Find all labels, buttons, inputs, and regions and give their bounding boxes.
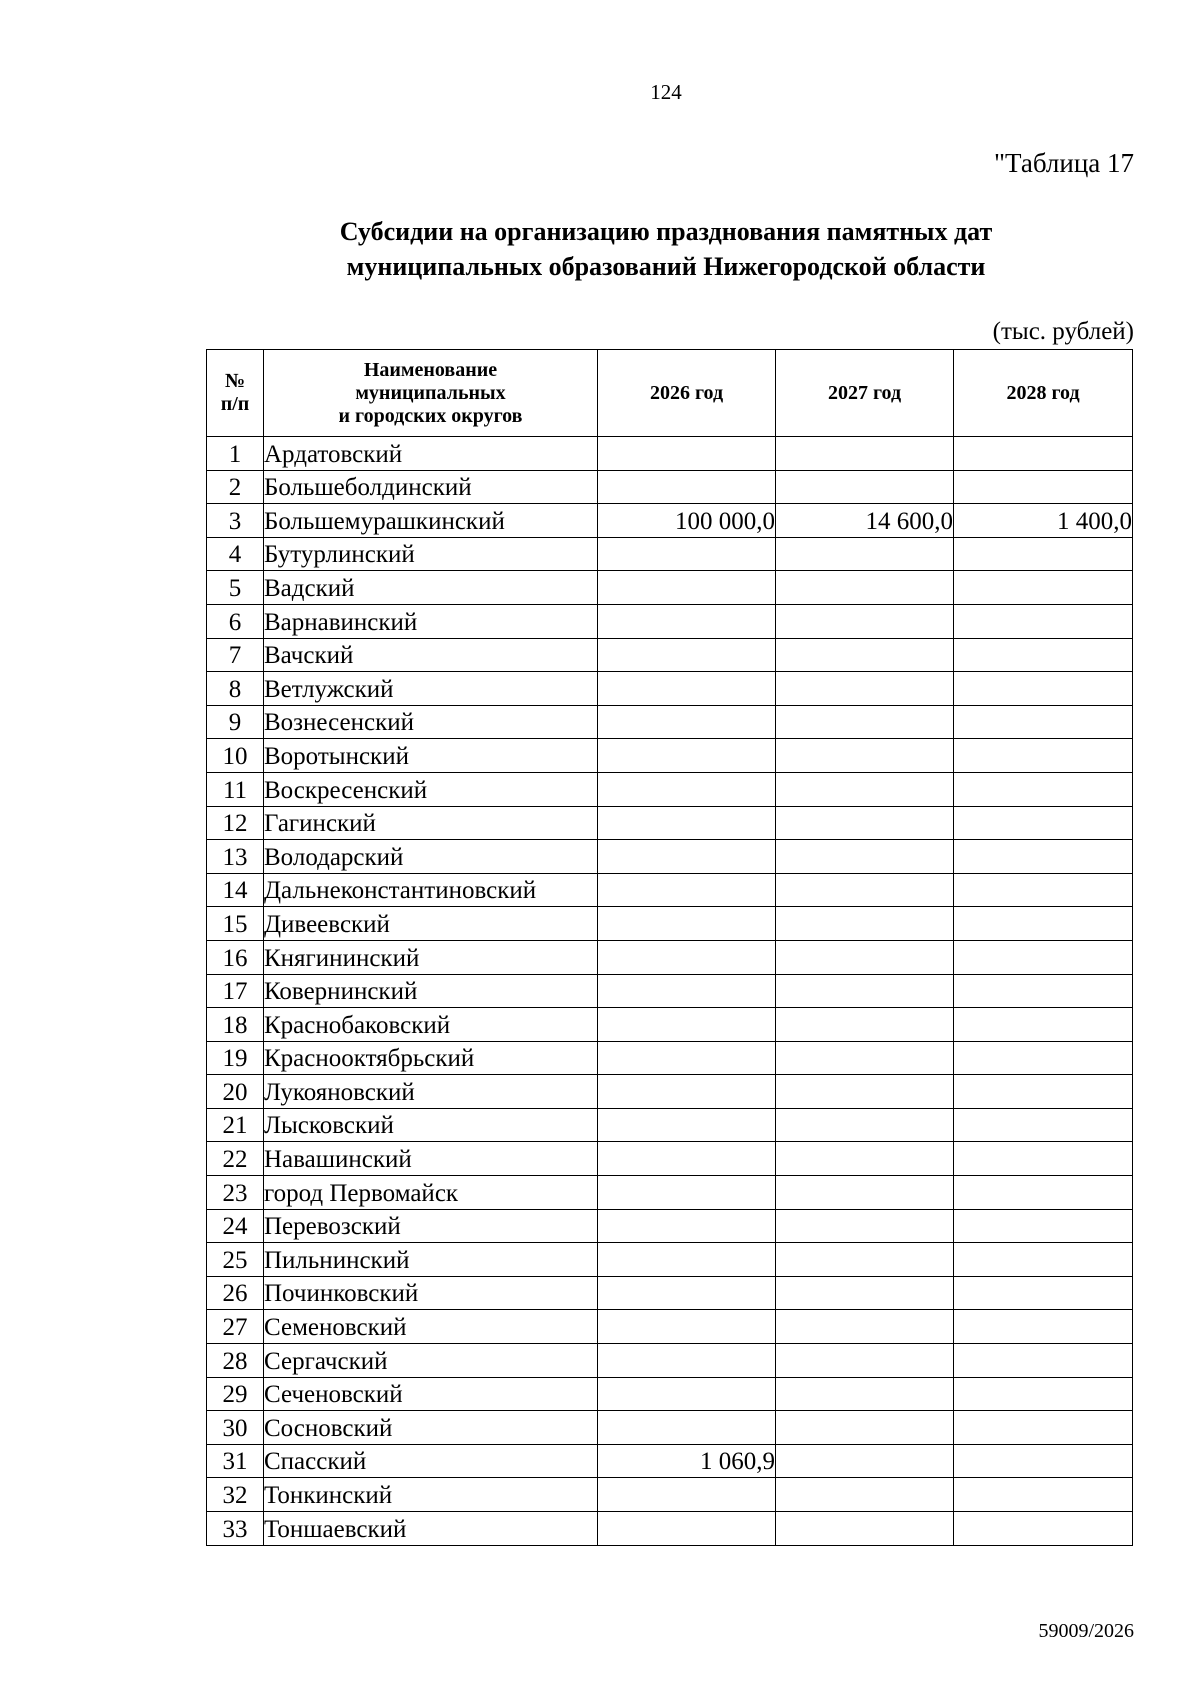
title-line-2: муниципальных образований Нижегородской области bbox=[346, 252, 986, 281]
row-number: 27 bbox=[207, 1310, 264, 1344]
row-number: 1 bbox=[207, 437, 264, 471]
row-value-2026 bbox=[598, 1310, 776, 1344]
row-value-2027 bbox=[776, 1478, 954, 1512]
header-2026: 2026 год bbox=[598, 350, 776, 437]
row-value-2027 bbox=[776, 1444, 954, 1478]
row-municipality-name: Гагинский bbox=[264, 806, 598, 840]
row-value-2027 bbox=[776, 1276, 954, 1310]
row-municipality-name: Семеновский bbox=[264, 1310, 598, 1344]
row-number: 33 bbox=[207, 1512, 264, 1546]
row-value-2026 bbox=[598, 974, 776, 1008]
row-value-2026 bbox=[598, 537, 776, 571]
row-value-2026 bbox=[598, 705, 776, 739]
row-municipality-name: Вознесенский bbox=[264, 705, 598, 739]
table-row bbox=[207, 739, 1133, 773]
row-number: 17 bbox=[207, 974, 264, 1008]
table-row bbox=[207, 1176, 1133, 1210]
row-value-2027 bbox=[776, 672, 954, 706]
row-value-2027 bbox=[776, 739, 954, 773]
row-number: 30 bbox=[207, 1411, 264, 1445]
row-number: 22 bbox=[207, 1142, 264, 1176]
table-row bbox=[207, 638, 1133, 672]
row-value-2026 bbox=[598, 1478, 776, 1512]
row-municipality-name: Спасский bbox=[264, 1444, 598, 1478]
table-row bbox=[207, 705, 1133, 739]
row-municipality-name: Княгининский bbox=[264, 940, 598, 974]
row-value-2028 bbox=[954, 437, 1133, 471]
header-2027: 2027 год bbox=[776, 350, 954, 437]
row-value-2027 bbox=[776, 1243, 954, 1277]
row-value-2028 bbox=[954, 1478, 1133, 1512]
row-value-2027 bbox=[776, 772, 954, 806]
row-value-2027 bbox=[776, 940, 954, 974]
row-value-2027 bbox=[776, 1344, 954, 1378]
row-municipality-name: Большеболдинский bbox=[264, 470, 598, 504]
header-number-line-1: № bbox=[224, 370, 246, 392]
row-value-2027 bbox=[776, 537, 954, 571]
table-row bbox=[207, 504, 1133, 538]
row-number: 10 bbox=[207, 739, 264, 773]
row-value-2028 bbox=[954, 1276, 1133, 1310]
row-municipality-name: Дивеевский bbox=[264, 907, 598, 941]
row-municipality-name: Дальнеконстантиновский bbox=[264, 873, 598, 907]
row-number: 24 bbox=[207, 1209, 264, 1243]
row-value-2028 bbox=[954, 705, 1133, 739]
row-value-2026 bbox=[598, 840, 776, 874]
row-value-2026 bbox=[598, 806, 776, 840]
row-municipality-name: Вадский bbox=[264, 571, 598, 605]
row-value-2026: 100 000,0 bbox=[598, 504, 776, 538]
row-value-2026 bbox=[598, 571, 776, 605]
row-number: 29 bbox=[207, 1377, 264, 1411]
row-municipality-name: Воротынский bbox=[264, 739, 598, 773]
row-value-2026 bbox=[598, 739, 776, 773]
row-value-2028 bbox=[954, 1411, 1133, 1445]
row-municipality-name: Воскресенский bbox=[264, 772, 598, 806]
row-municipality-name: Тоншаевский bbox=[264, 1512, 598, 1546]
row-value-2026 bbox=[598, 1411, 776, 1445]
row-value-2027 bbox=[776, 907, 954, 941]
table-row bbox=[207, 1008, 1133, 1042]
row-municipality-name: Большемурашкинский bbox=[264, 504, 598, 538]
row-number: 15 bbox=[207, 907, 264, 941]
row-number: 16 bbox=[207, 940, 264, 974]
row-value-2027 bbox=[776, 705, 954, 739]
row-municipality-name: Сергачский bbox=[264, 1344, 598, 1378]
row-value-2027 bbox=[776, 873, 954, 907]
table-row bbox=[207, 1243, 1133, 1277]
row-number: 8 bbox=[207, 672, 264, 706]
row-number: 23 bbox=[207, 1176, 264, 1210]
row-value-2028 bbox=[954, 1512, 1133, 1546]
row-value-2026 bbox=[598, 672, 776, 706]
row-number: 11 bbox=[207, 772, 264, 806]
row-value-2027 bbox=[776, 1310, 954, 1344]
row-value-2027 bbox=[776, 1075, 954, 1109]
row-municipality-name: Сеченовский bbox=[264, 1377, 598, 1411]
row-value-2028 bbox=[954, 1108, 1133, 1142]
table-row bbox=[207, 772, 1133, 806]
row-value-2028 bbox=[954, 1008, 1133, 1042]
row-value-2026 bbox=[598, 1344, 776, 1378]
row-number: 18 bbox=[207, 1008, 264, 1042]
table-row bbox=[207, 470, 1133, 504]
table-row bbox=[207, 1310, 1133, 1344]
row-municipality-name: Лысковский bbox=[264, 1108, 598, 1142]
row-value-2026 bbox=[598, 1512, 776, 1546]
row-number: 31 bbox=[207, 1444, 264, 1478]
row-number: 3 bbox=[207, 504, 264, 538]
document-title bbox=[0, 214, 1200, 284]
table-row bbox=[207, 1344, 1133, 1378]
row-value-2026 bbox=[598, 470, 776, 504]
row-value-2026 bbox=[598, 907, 776, 941]
row-value-2026 bbox=[598, 604, 776, 638]
row-value-2028: 1 400,0 bbox=[954, 504, 1133, 538]
row-value-2028 bbox=[954, 1209, 1133, 1243]
row-number: 14 bbox=[207, 873, 264, 907]
row-number: 13 bbox=[207, 840, 264, 874]
row-municipality-name: Сосновский bbox=[264, 1411, 598, 1445]
row-municipality-name: Краснобаковский bbox=[264, 1008, 598, 1042]
table-row bbox=[207, 604, 1133, 638]
page-number: 124 bbox=[650, 80, 682, 104]
row-value-2027 bbox=[776, 604, 954, 638]
row-municipality-name: Володарский bbox=[264, 840, 598, 874]
header-name bbox=[264, 350, 598, 437]
row-value-2028 bbox=[954, 806, 1133, 840]
row-number: 2 bbox=[207, 470, 264, 504]
row-value-2026 bbox=[598, 940, 776, 974]
header-2028: 2028 год bbox=[954, 350, 1133, 437]
row-number: 4 bbox=[207, 537, 264, 571]
row-value-2028 bbox=[954, 1444, 1133, 1478]
row-value-2028 bbox=[954, 604, 1133, 638]
row-number: 9 bbox=[207, 705, 264, 739]
table-row bbox=[207, 840, 1133, 874]
row-number: 32 bbox=[207, 1478, 264, 1512]
row-value-2026 bbox=[598, 1377, 776, 1411]
row-municipality-name: Пильнинский bbox=[264, 1243, 598, 1277]
row-value-2028 bbox=[954, 1142, 1133, 1176]
row-number: 28 bbox=[207, 1344, 264, 1378]
row-value-2026 bbox=[598, 1108, 776, 1142]
row-value-2026 bbox=[598, 1041, 776, 1075]
row-municipality-name: Тонкинский bbox=[264, 1478, 598, 1512]
row-municipality-name: Лукояновский bbox=[264, 1075, 598, 1109]
table-row bbox=[207, 806, 1133, 840]
table-row bbox=[207, 1411, 1133, 1445]
row-value-2028 bbox=[954, 571, 1133, 605]
row-number: 21 bbox=[207, 1108, 264, 1142]
row-value-2026 bbox=[598, 638, 776, 672]
table-row bbox=[207, 437, 1133, 471]
table-row bbox=[207, 1444, 1133, 1478]
table-row bbox=[207, 1142, 1133, 1176]
table-header-row bbox=[207, 350, 1133, 437]
row-value-2028 bbox=[954, 974, 1133, 1008]
row-value-2027 bbox=[776, 1377, 954, 1411]
table-row bbox=[207, 873, 1133, 907]
row-number: 6 bbox=[207, 604, 264, 638]
row-value-2028 bbox=[954, 672, 1133, 706]
row-value-2027 bbox=[776, 1041, 954, 1075]
table-label: "Таблица 17 bbox=[994, 148, 1134, 178]
table-row bbox=[207, 571, 1133, 605]
row-value-2027 bbox=[776, 1176, 954, 1210]
row-municipality-name: Ардатовский bbox=[264, 437, 598, 471]
row-value-2027 bbox=[776, 470, 954, 504]
row-value-2028 bbox=[954, 907, 1133, 941]
table-row bbox=[207, 1377, 1133, 1411]
row-value-2028 bbox=[954, 840, 1133, 874]
row-value-2026 bbox=[598, 1276, 776, 1310]
table-row bbox=[207, 1512, 1133, 1546]
row-value-2026 bbox=[598, 1008, 776, 1042]
row-value-2028 bbox=[954, 1344, 1133, 1378]
row-value-2027 bbox=[776, 806, 954, 840]
row-value-2027 bbox=[776, 1108, 954, 1142]
row-value-2027 bbox=[776, 1209, 954, 1243]
document-code: 59009/2026 bbox=[1038, 1620, 1134, 1642]
row-number: 7 bbox=[207, 638, 264, 672]
row-value-2028 bbox=[954, 1176, 1133, 1210]
subsidies-table bbox=[206, 349, 1133, 1546]
row-value-2028 bbox=[954, 873, 1133, 907]
row-value-2026 bbox=[598, 873, 776, 907]
table-row bbox=[207, 537, 1133, 571]
units-label: (тыс. рублей) bbox=[992, 318, 1134, 345]
row-value-2026 bbox=[598, 1075, 776, 1109]
row-value-2027 bbox=[776, 571, 954, 605]
table-row bbox=[207, 1478, 1133, 1512]
row-value-2028 bbox=[954, 1377, 1133, 1411]
row-number: 12 bbox=[207, 806, 264, 840]
row-municipality-name: Варнавинский bbox=[264, 604, 598, 638]
row-value-2027 bbox=[776, 1411, 954, 1445]
row-value-2028 bbox=[954, 537, 1133, 571]
row-value-2027 bbox=[776, 974, 954, 1008]
row-value-2026 bbox=[598, 1209, 776, 1243]
header-name-line-1: Наименование bbox=[363, 358, 498, 381]
row-value-2027 bbox=[776, 1008, 954, 1042]
row-municipality-name: Краснооктябрьский bbox=[264, 1041, 598, 1075]
table-row bbox=[207, 672, 1133, 706]
table-row bbox=[207, 1075, 1133, 1109]
table-row bbox=[207, 1276, 1133, 1310]
table-row bbox=[207, 940, 1133, 974]
row-value-2026 bbox=[598, 1243, 776, 1277]
row-municipality-name: Вачский bbox=[264, 638, 598, 672]
row-value-2028 bbox=[954, 739, 1133, 773]
table-row bbox=[207, 1041, 1133, 1075]
row-municipality-name: Ветлужский bbox=[264, 672, 598, 706]
row-value-2026 bbox=[598, 772, 776, 806]
row-municipality-name: город Первомайск bbox=[264, 1176, 598, 1210]
row-value-2028 bbox=[954, 1041, 1133, 1075]
row-value-2028 bbox=[954, 638, 1133, 672]
row-municipality-name: Ковернинский bbox=[264, 974, 598, 1008]
row-municipality-name: Навашинский bbox=[264, 1142, 598, 1176]
table-row bbox=[207, 1209, 1133, 1243]
row-number: 20 bbox=[207, 1075, 264, 1109]
header-number-line-2: п/п bbox=[220, 393, 250, 415]
header-name-line-3: и городских округов bbox=[338, 404, 523, 427]
row-value-2026: 1 060,9 bbox=[598, 1444, 776, 1478]
row-value-2026 bbox=[598, 437, 776, 471]
row-value-2028 bbox=[954, 470, 1133, 504]
row-municipality-name: Бутурлинский bbox=[264, 537, 598, 571]
row-value-2027 bbox=[776, 1512, 954, 1546]
row-number: 19 bbox=[207, 1041, 264, 1075]
row-number: 26 bbox=[207, 1276, 264, 1310]
row-value-2026 bbox=[598, 1176, 776, 1210]
table-row bbox=[207, 907, 1133, 941]
table-row bbox=[207, 1108, 1133, 1142]
header-number bbox=[207, 350, 264, 437]
row-value-2028 bbox=[954, 1243, 1133, 1277]
row-value-2028 bbox=[954, 772, 1133, 806]
table-row bbox=[207, 974, 1133, 1008]
row-municipality-name: Перевозский bbox=[264, 1209, 598, 1243]
row-value-2027 bbox=[776, 638, 954, 672]
row-municipality-name: Починковский bbox=[264, 1276, 598, 1310]
row-value-2026 bbox=[598, 1142, 776, 1176]
row-value-2027: 14 600,0 bbox=[776, 504, 954, 538]
header-name-line-2: муниципальных bbox=[355, 381, 506, 404]
row-value-2027 bbox=[776, 437, 954, 471]
title-line-1: Субсидии на организацию празднования памятных дат bbox=[339, 217, 993, 246]
row-value-2027 bbox=[776, 840, 954, 874]
row-value-2027 bbox=[776, 1142, 954, 1176]
row-value-2028 bbox=[954, 1075, 1133, 1109]
row-value-2028 bbox=[954, 940, 1133, 974]
table-body bbox=[207, 437, 1133, 1546]
row-value-2028 bbox=[954, 1310, 1133, 1344]
row-number: 25 bbox=[207, 1243, 264, 1277]
row-number: 5 bbox=[207, 571, 264, 605]
